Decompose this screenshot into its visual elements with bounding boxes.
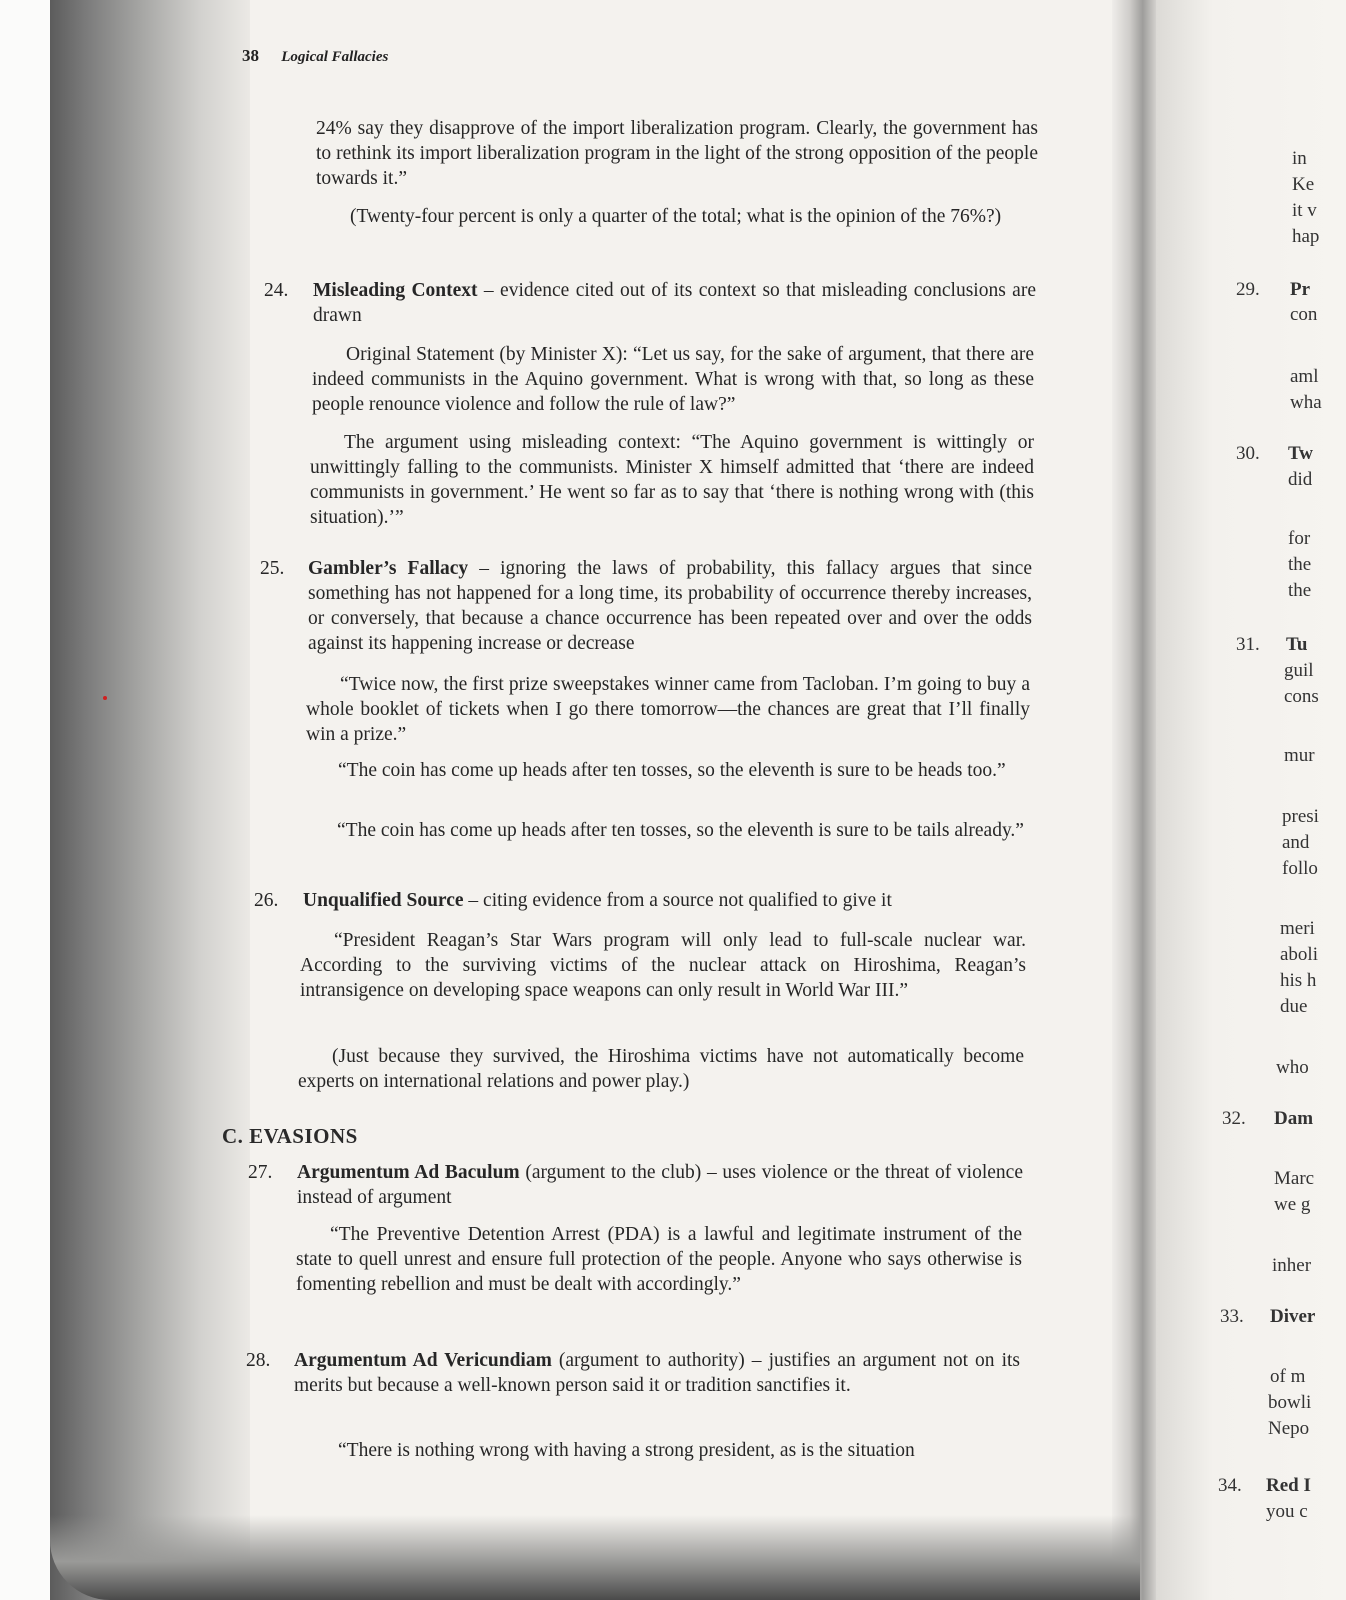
- item-number: 24.: [264, 280, 289, 301]
- fallacy-description: (argument to authority) – justifies an argument not on its merits but because a well-known person said it or tradition sanctifies it.: [294, 1350, 1021, 1396]
- facing-fragment: it v: [1292, 200, 1317, 221]
- facing-fragment: the: [1288, 554, 1312, 575]
- facing-fragment: bowli: [1268, 1392, 1312, 1413]
- facing-item-number: 29.: [1236, 279, 1260, 300]
- example-text: “The coin has come up heads after ten tosses, so the eleventh is sure to be heads too.”: [338, 760, 1006, 781]
- facing-fragment: due: [1280, 996, 1308, 1017]
- facing-fragment: who: [1276, 1057, 1309, 1078]
- facing-fragment: Nepo: [1268, 1418, 1310, 1439]
- facing-item-term: Tu: [1286, 634, 1308, 655]
- facing-fragment: and: [1282, 832, 1310, 853]
- page-number: 38: [242, 46, 259, 65]
- fallacy-description: – citing evidence from a source not qualified to give it: [463, 890, 892, 911]
- facing-item-term: Tw: [1288, 443, 1313, 464]
- facing-fragment: aml: [1290, 366, 1319, 387]
- example-paragraph: [303, 818, 1027, 843]
- item-number: 27.: [248, 1162, 273, 1183]
- fallacy-definition: [294, 1348, 1020, 1398]
- facing-item-number: 32.: [1222, 1108, 1246, 1129]
- example-text: (Just because they survived, the Hiroshima victims have not automatically become experts on international relations and power play.): [298, 1046, 1024, 1092]
- example-text: Original Statement (by Minister X): “Let us say, for the sake of argument, that there are indeed communists in the Aquino government. What is wrong with that, so long as these people renounce violence and follow the rule of law?”: [312, 344, 1034, 415]
- continuation-note-block: [316, 204, 1038, 229]
- facing-fragment: in: [1292, 148, 1307, 169]
- facing-fragment: we g: [1274, 1194, 1311, 1215]
- facing-item-number: 30.: [1236, 443, 1260, 464]
- example-text: “There is nothing wrong with having a strong president, as is the situation: [338, 1440, 915, 1461]
- fallacy-definition: [303, 888, 1027, 913]
- item-number: 28.: [246, 1350, 271, 1371]
- facing-fragment: wha: [1290, 392, 1322, 413]
- example-paragraph: [312, 342, 1034, 417]
- facing-fragment: aboli: [1280, 944, 1318, 965]
- fallacy-definition: [308, 556, 1032, 656]
- example-paragraph: [298, 1044, 1024, 1094]
- facing-item-term: Dam: [1274, 1108, 1314, 1129]
- facing-fragment: you c: [1266, 1501, 1308, 1522]
- facing-fragment: for: [1288, 528, 1311, 549]
- item-number: 25.: [260, 558, 285, 579]
- fallacy-term: Gambler’s Fallacy: [308, 558, 469, 579]
- facing-fragment: mur: [1284, 745, 1315, 766]
- example-text: The argument using misleading context: “The Aquino government is wittingly or unwittingly falling to the communists. Minister X himself admitted that ‘there are indeed communists in government.’ He went so far as to say that ‘there is nothing wrong with (this situation).’”: [310, 432, 1034, 528]
- example-text: “The coin has come up heads after ten tosses, so the eleventh is sure to be tails already.”: [337, 820, 1024, 841]
- item-number: 26.: [254, 890, 279, 911]
- facing-fragment: Ke: [1292, 174, 1315, 195]
- facing-page: [1156, 0, 1346, 1600]
- facing-item-term: Diver: [1270, 1306, 1316, 1327]
- facing-item-term: Red I: [1266, 1475, 1311, 1496]
- example-paragraph: [292, 1438, 1018, 1463]
- example-text: “The Preventive Detention Arrest (PDA) is a lawful and legitimate instrument of the state to quell unrest and ensure full protection of the people. Anyone who says otherwise is fomenting rebellion and must be dealt with accordingly.”: [296, 1224, 1022, 1295]
- fallacy-term: Argumentum Ad Vericundiam: [294, 1350, 552, 1371]
- facing-item-number: 33.: [1220, 1306, 1244, 1327]
- running-title: Logical Fallacies: [281, 49, 389, 65]
- fallacy-term: Argumentum Ad Baculum: [297, 1162, 520, 1183]
- section-heading: C. EVASIONS: [222, 1124, 358, 1148]
- facing-item-term: Pr: [1290, 279, 1311, 300]
- facing-fragment: the: [1288, 580, 1312, 601]
- facing-fragment: guil: [1284, 660, 1314, 681]
- fallacy-description: – ignoring the laws of probability, this fallacy argues that since something has not happened for a long time, its probability of occurrence thereby increases, or conversely, that because a chance occurrence has been repeated over and over the odds against its happening increase or decrease: [308, 558, 1032, 654]
- facing-fragment: Marc: [1274, 1168, 1315, 1189]
- facing-fragment: of m: [1270, 1366, 1306, 1387]
- facing-fragment: inher: [1272, 1255, 1312, 1276]
- red-speck: [103, 696, 107, 700]
- example-paragraph: [300, 928, 1026, 1003]
- facing-fragment: his h: [1280, 970, 1317, 991]
- facing-fragment: meri: [1280, 918, 1315, 939]
- facing-fragment: did: [1288, 469, 1313, 490]
- facing-fragment: con: [1290, 304, 1318, 325]
- fallacy-definition: [313, 278, 1036, 328]
- facing-fragment: cons: [1284, 686, 1319, 707]
- book-gutter: [1112, 0, 1156, 1600]
- example-paragraph: [304, 758, 1028, 783]
- continuation-paragraph: [316, 116, 1038, 191]
- fallacy-term: Unqualified Source: [303, 890, 464, 911]
- continuation-note: (Twenty-four percent is only a quarter of the total; what is the opinion of the 76%?): [350, 206, 1002, 227]
- example-text: “Twice now, the first prize sweepstakes winner came from Tacloban. I’m going to buy a whole booklet of tickets when I go there tomorrow—the chances are great that I’ll finally win a prize.”: [306, 674, 1030, 745]
- facing-fragment: follo: [1282, 858, 1318, 879]
- facing-fragment: hap: [1292, 226, 1320, 247]
- fallacy-description: (argument to the club) – uses violence or the threat of violence instead of argument: [297, 1162, 1023, 1208]
- example-paragraph: [296, 1222, 1022, 1297]
- example-paragraph: [306, 672, 1030, 747]
- example-paragraph: [310, 430, 1034, 530]
- running-head: [242, 46, 388, 66]
- facing-fragment: presi: [1282, 806, 1319, 827]
- example-text: “President Reagan’s Star Wars program will only lead to full-scale nuclear war. According to the surviving victims of the nuclear attack on Hiroshima, Reagan’s intransigence on developing space weapons can only result in World War III.”: [300, 930, 1026, 1001]
- fallacy-definition: [297, 1160, 1023, 1210]
- fallacy-description: – evidence cited out of its context so that misleading conclusions are drawn: [313, 280, 1036, 326]
- continuation-text: 24% say they disapprove of the import liberalization program. Clearly, the government has to rethink its import liberalization program in the light of the strong opposition of the people towards it.”: [316, 118, 1038, 189]
- facing-item-number: 34.: [1218, 1475, 1242, 1496]
- facing-item-number: 31.: [1236, 634, 1260, 655]
- fallacy-term: Misleading Context: [313, 280, 478, 301]
- page-bottom-shadow: [50, 1515, 1140, 1600]
